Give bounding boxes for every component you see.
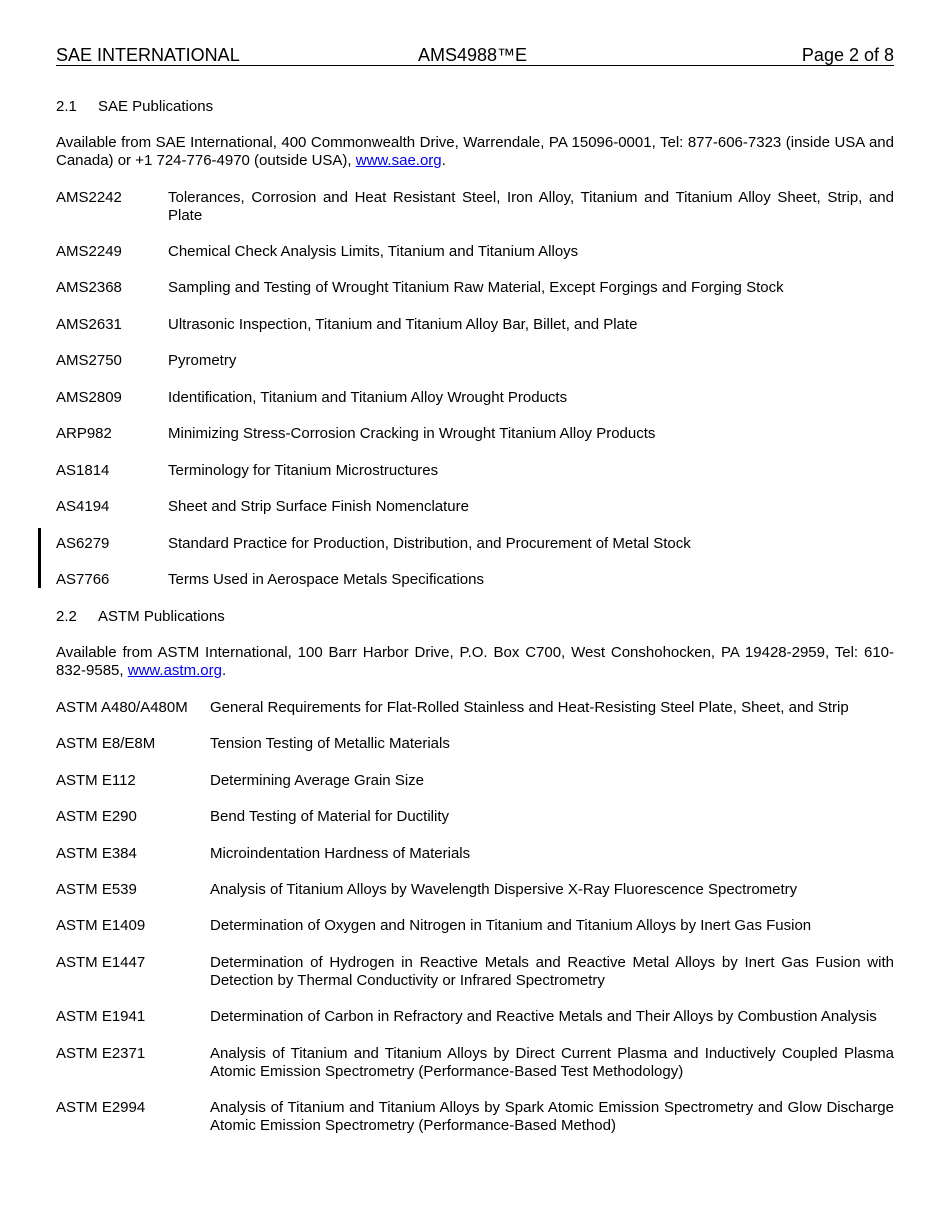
reference-title: General Requirements for Flat-Rolled Stainless and Heat-Resisting Steel Plate, Sheet, and Strip xyxy=(210,699,849,716)
sae-website-link[interactable]: www.sae.org xyxy=(355,152,442,169)
reference-title: Sampling and Testing of Wrought Titanium Raw Material, Except Forgings and Forging Stock xyxy=(168,279,784,296)
reference-title: Ultrasonic Inspection, Titanium and Titanium Alloy Bar, Billet, and Plate xyxy=(168,316,638,333)
reference-title: Chemical Check Analysis Limits, Titanium and Titanium Alloys xyxy=(168,243,579,260)
reference-code: AS7766 xyxy=(56,571,110,588)
revision-change-bar xyxy=(38,528,41,588)
reference-code: ASTM E384 xyxy=(56,845,137,862)
reference-title: Determination of Oxygen and Nitrogen in Titanium and Titanium Alloys by Inert Gas Fusion xyxy=(210,917,812,934)
reference-title: Standard Practice for Production, Distribution, and Procurement of Metal Stock xyxy=(168,535,691,552)
reference-code: ASTM E1941 xyxy=(56,1008,146,1025)
reference-code: AMS2750 xyxy=(56,352,122,369)
reference-title: Pyrometry xyxy=(168,352,237,369)
section-number: 2.2 xyxy=(56,608,77,625)
astm-availability-end: . xyxy=(221,662,227,679)
reference-code: AS4194 xyxy=(56,498,110,515)
sae-availability-paragraph xyxy=(56,134,894,170)
reference-title: Minimizing Stress-Corrosion Cracking in Wrought Titanium Alloy Products xyxy=(168,425,656,442)
reference-code: ASTM E290 xyxy=(56,808,137,825)
reference-title: Microindentation Hardness of Materials xyxy=(210,845,471,862)
reference-title: Determining Average Grain Size xyxy=(210,772,424,789)
section-title: ASTM Publications xyxy=(98,608,225,625)
reference-code: AMS2242 xyxy=(56,189,122,206)
header-document-number: AMS4988™E xyxy=(418,45,528,65)
header-organization: SAE INTERNATIONAL xyxy=(56,45,240,65)
reference-code: AMS2368 xyxy=(56,279,122,296)
astm-availability-text: Available from ASTM International, 100 Barr Harbor Drive, P.O. Box C700, West Conshohocken, PA 19428-2959, Tel: 610-832-9585, xyxy=(56,644,894,679)
section-title: SAE Publications xyxy=(98,98,214,115)
reference-title: Analysis of Titanium and Titanium Alloys by Spark Atomic Emission Spectrometry and Glow Discharge Atomic Emission Spectrometry (Performance-Based Method) xyxy=(210,1099,894,1134)
reference-title: Identification, Titanium and Titanium Alloy Wrought Products xyxy=(168,389,568,406)
reference-code: ASTM E1447 xyxy=(56,954,146,971)
section-number: 2.1 xyxy=(56,98,77,115)
reference-code: ASTM E2371 xyxy=(56,1045,146,1062)
reference-code: AS6279 xyxy=(56,535,110,552)
page-header xyxy=(56,44,894,66)
reference-code: ASTM E8/E8M xyxy=(56,735,156,752)
reference-title: Analysis of Titanium and Titanium Alloys by Direct Current Plasma and Inductively Coupled Plasma Atomic Emission Spectrometry (Performance-Based Test Methodology) xyxy=(210,1045,894,1080)
reference-title: Bend Testing of Material for Ductility xyxy=(210,808,449,825)
reference-title: Tension Testing of Metallic Materials xyxy=(210,735,450,752)
astm-availability-paragraph xyxy=(56,644,894,680)
reference-title: Analysis of Titanium Alloys by Wavelength Dispersive X-Ray Fluorescence Spectrometry xyxy=(210,881,798,898)
sae-availability-text: Available from SAE International, 400 Commonwealth Drive, Warrendale, PA 15096-0001, Tel: 877-606-7323 (inside USA and Canada) or +1 724-776-4970 (outside USA), xyxy=(56,134,894,169)
reference-code: ASTM E2994 xyxy=(56,1099,146,1116)
reference-title: Tolerances, Corrosion and Heat Resistant Steel, Iron Alloy, Titanium and Titanium Alloy Sheet, Strip, and Plate xyxy=(168,189,894,224)
reference-code: ARP982 xyxy=(56,425,112,442)
astm-website-link[interactable]: www.astm.org xyxy=(127,662,222,679)
reference-code: AS1814 xyxy=(56,462,110,479)
reference-code: ASTM A480/A480M xyxy=(56,699,188,716)
reference-title: Determination of Carbon in Refractory and Reactive Metals and Their Alloys by Combustion Analysis xyxy=(210,1008,877,1025)
reference-code: ASTM E539 xyxy=(56,881,137,898)
reference-title: Terms Used in Aerospace Metals Specifications xyxy=(168,571,484,588)
reference-code: AMS2809 xyxy=(56,389,122,406)
reference-code: ASTM E112 xyxy=(56,772,136,789)
reference-title: Sheet and Strip Surface Finish Nomenclature xyxy=(168,498,469,515)
reference-code: AMS2631 xyxy=(56,316,122,333)
sae-availability-end: . xyxy=(441,152,446,169)
reference-title: Terminology for Titanium Microstructures xyxy=(168,462,439,479)
reference-code: ASTM E1409 xyxy=(56,917,146,934)
header-page-number: Page 2 of 8 xyxy=(801,45,894,65)
reference-title: Determination of Hydrogen in Reactive Metals and Reactive Metal Alloys by Inert Gas Fusion with Detection by Thermal Conductivity or Infrared Spectrometry xyxy=(210,954,894,989)
reference-code: AMS2249 xyxy=(56,243,122,260)
